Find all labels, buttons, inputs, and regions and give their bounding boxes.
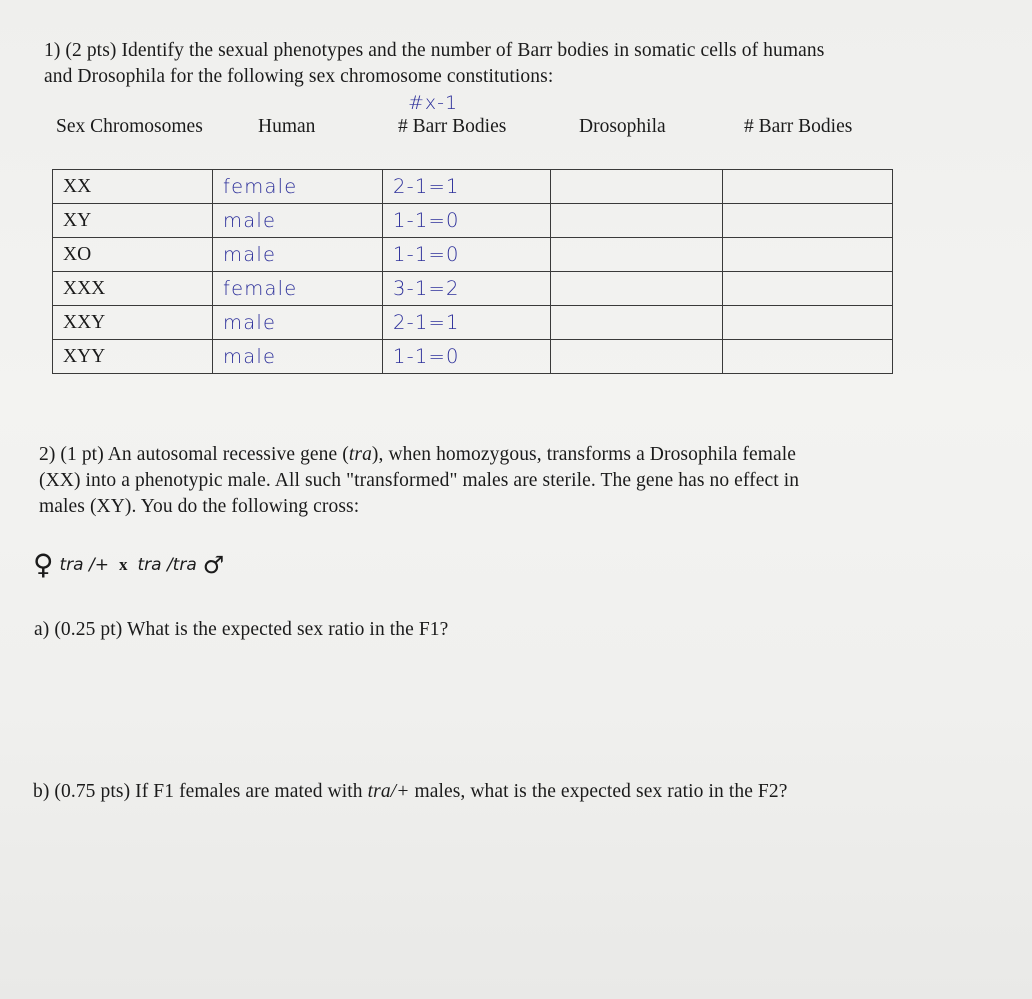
drosophila-barr-cell bbox=[723, 340, 893, 374]
q2b-prefix: b) (0.75 pts) If F1 females are mated with bbox=[33, 781, 368, 802]
chromosome-cell: XXY bbox=[53, 306, 213, 340]
chromosome-cell: XY bbox=[53, 204, 213, 238]
q2a-text: a) (0.25 pt) What is the expected sex ratio in the F1? bbox=[34, 619, 449, 640]
table-row bbox=[53, 170, 893, 204]
drosophila-barr-cell bbox=[723, 170, 893, 204]
handwritten-annotation: #x-1 bbox=[408, 92, 459, 114]
cross-times: x bbox=[118, 555, 128, 574]
chromosome-cell: XYY bbox=[53, 340, 213, 374]
male-symbol-icon: ♂ bbox=[202, 551, 225, 579]
human-phenotype-cell: female bbox=[213, 272, 383, 306]
human-barr-cell: 3-1=2 bbox=[383, 272, 551, 306]
drosophila-barr-cell bbox=[723, 306, 893, 340]
drosophila-phenotype-cell bbox=[551, 204, 723, 238]
drosophila-phenotype-cell bbox=[551, 340, 723, 374]
human-phenotype-cell: male bbox=[213, 204, 383, 238]
q2-intro-a: 2) (1 pt) An autosomal recessive gene ( bbox=[39, 444, 349, 465]
q2-intro-b: ), when homozygous, transforms a Drosophila female bbox=[371, 444, 797, 465]
human-barr-cell: 2-1=1 bbox=[383, 170, 551, 204]
drosophila-phenotype-cell bbox=[551, 238, 723, 272]
chromosome-cell: XXX bbox=[53, 272, 213, 306]
q2-line3: males (XY). You do the following cross: bbox=[39, 496, 360, 517]
table-row bbox=[53, 340, 893, 374]
table-row bbox=[53, 272, 893, 306]
drosophila-barr-cell bbox=[723, 238, 893, 272]
sex-chromosome-table bbox=[52, 169, 893, 374]
drosophila-barr-cell bbox=[723, 204, 893, 238]
female-symbol-icon: ♀ bbox=[33, 548, 54, 581]
drosophila-phenotype-cell bbox=[551, 170, 723, 204]
chromosome-cell: XO bbox=[53, 238, 213, 272]
human-phenotype-cell: male bbox=[213, 340, 383, 374]
header-human: Human bbox=[258, 116, 316, 137]
drosophila-barr-cell bbox=[723, 272, 893, 306]
table-row bbox=[53, 204, 893, 238]
q2b-suffix: males, what is the expected sex ratio in the F2? bbox=[409, 781, 788, 802]
chromosome-cell: XX bbox=[53, 170, 213, 204]
cross-notation bbox=[33, 548, 225, 581]
human-barr-cell: 1-1=0 bbox=[383, 204, 551, 238]
q1-line2: and Drosophila for the following sex chromosome constitutions: bbox=[44, 66, 554, 87]
gene-name: tra bbox=[348, 444, 372, 465]
male-genotype: tra /tra bbox=[137, 555, 197, 575]
header-human-barr-bodies: # Barr Bodies bbox=[398, 116, 507, 137]
q2b-gene: tra/+ bbox=[367, 781, 410, 802]
drosophila-phenotype-cell bbox=[551, 306, 723, 340]
human-phenotype-cell: female bbox=[213, 170, 383, 204]
q2b-text bbox=[33, 779, 787, 805]
human-phenotype-cell: male bbox=[213, 238, 383, 272]
q2-line1 bbox=[39, 442, 796, 468]
header-sex-chromosomes: Sex Chromosomes bbox=[56, 116, 203, 137]
table-row bbox=[53, 238, 893, 272]
human-phenotype-cell: male bbox=[213, 306, 383, 340]
human-barr-cell: 1-1=0 bbox=[383, 340, 551, 374]
drosophila-phenotype-cell bbox=[551, 272, 723, 306]
q1-line1: 1) (2 pts) Identify the sexual phenotypes and the number of Barr bodies in somatic cells of humans bbox=[44, 40, 825, 61]
q2-line2: (XX) into a phenotypic male. All such "transformed" males are sterile. The gene has no effect in bbox=[39, 470, 800, 491]
human-barr-cell: 2-1=1 bbox=[383, 306, 551, 340]
table-row bbox=[53, 306, 893, 340]
header-drosophila-barr-bodies: # Barr Bodies bbox=[744, 116, 853, 137]
human-barr-cell: 1-1=0 bbox=[383, 238, 551, 272]
female-genotype: tra /+ bbox=[59, 555, 109, 575]
header-drosophila: Drosophila bbox=[579, 116, 666, 137]
